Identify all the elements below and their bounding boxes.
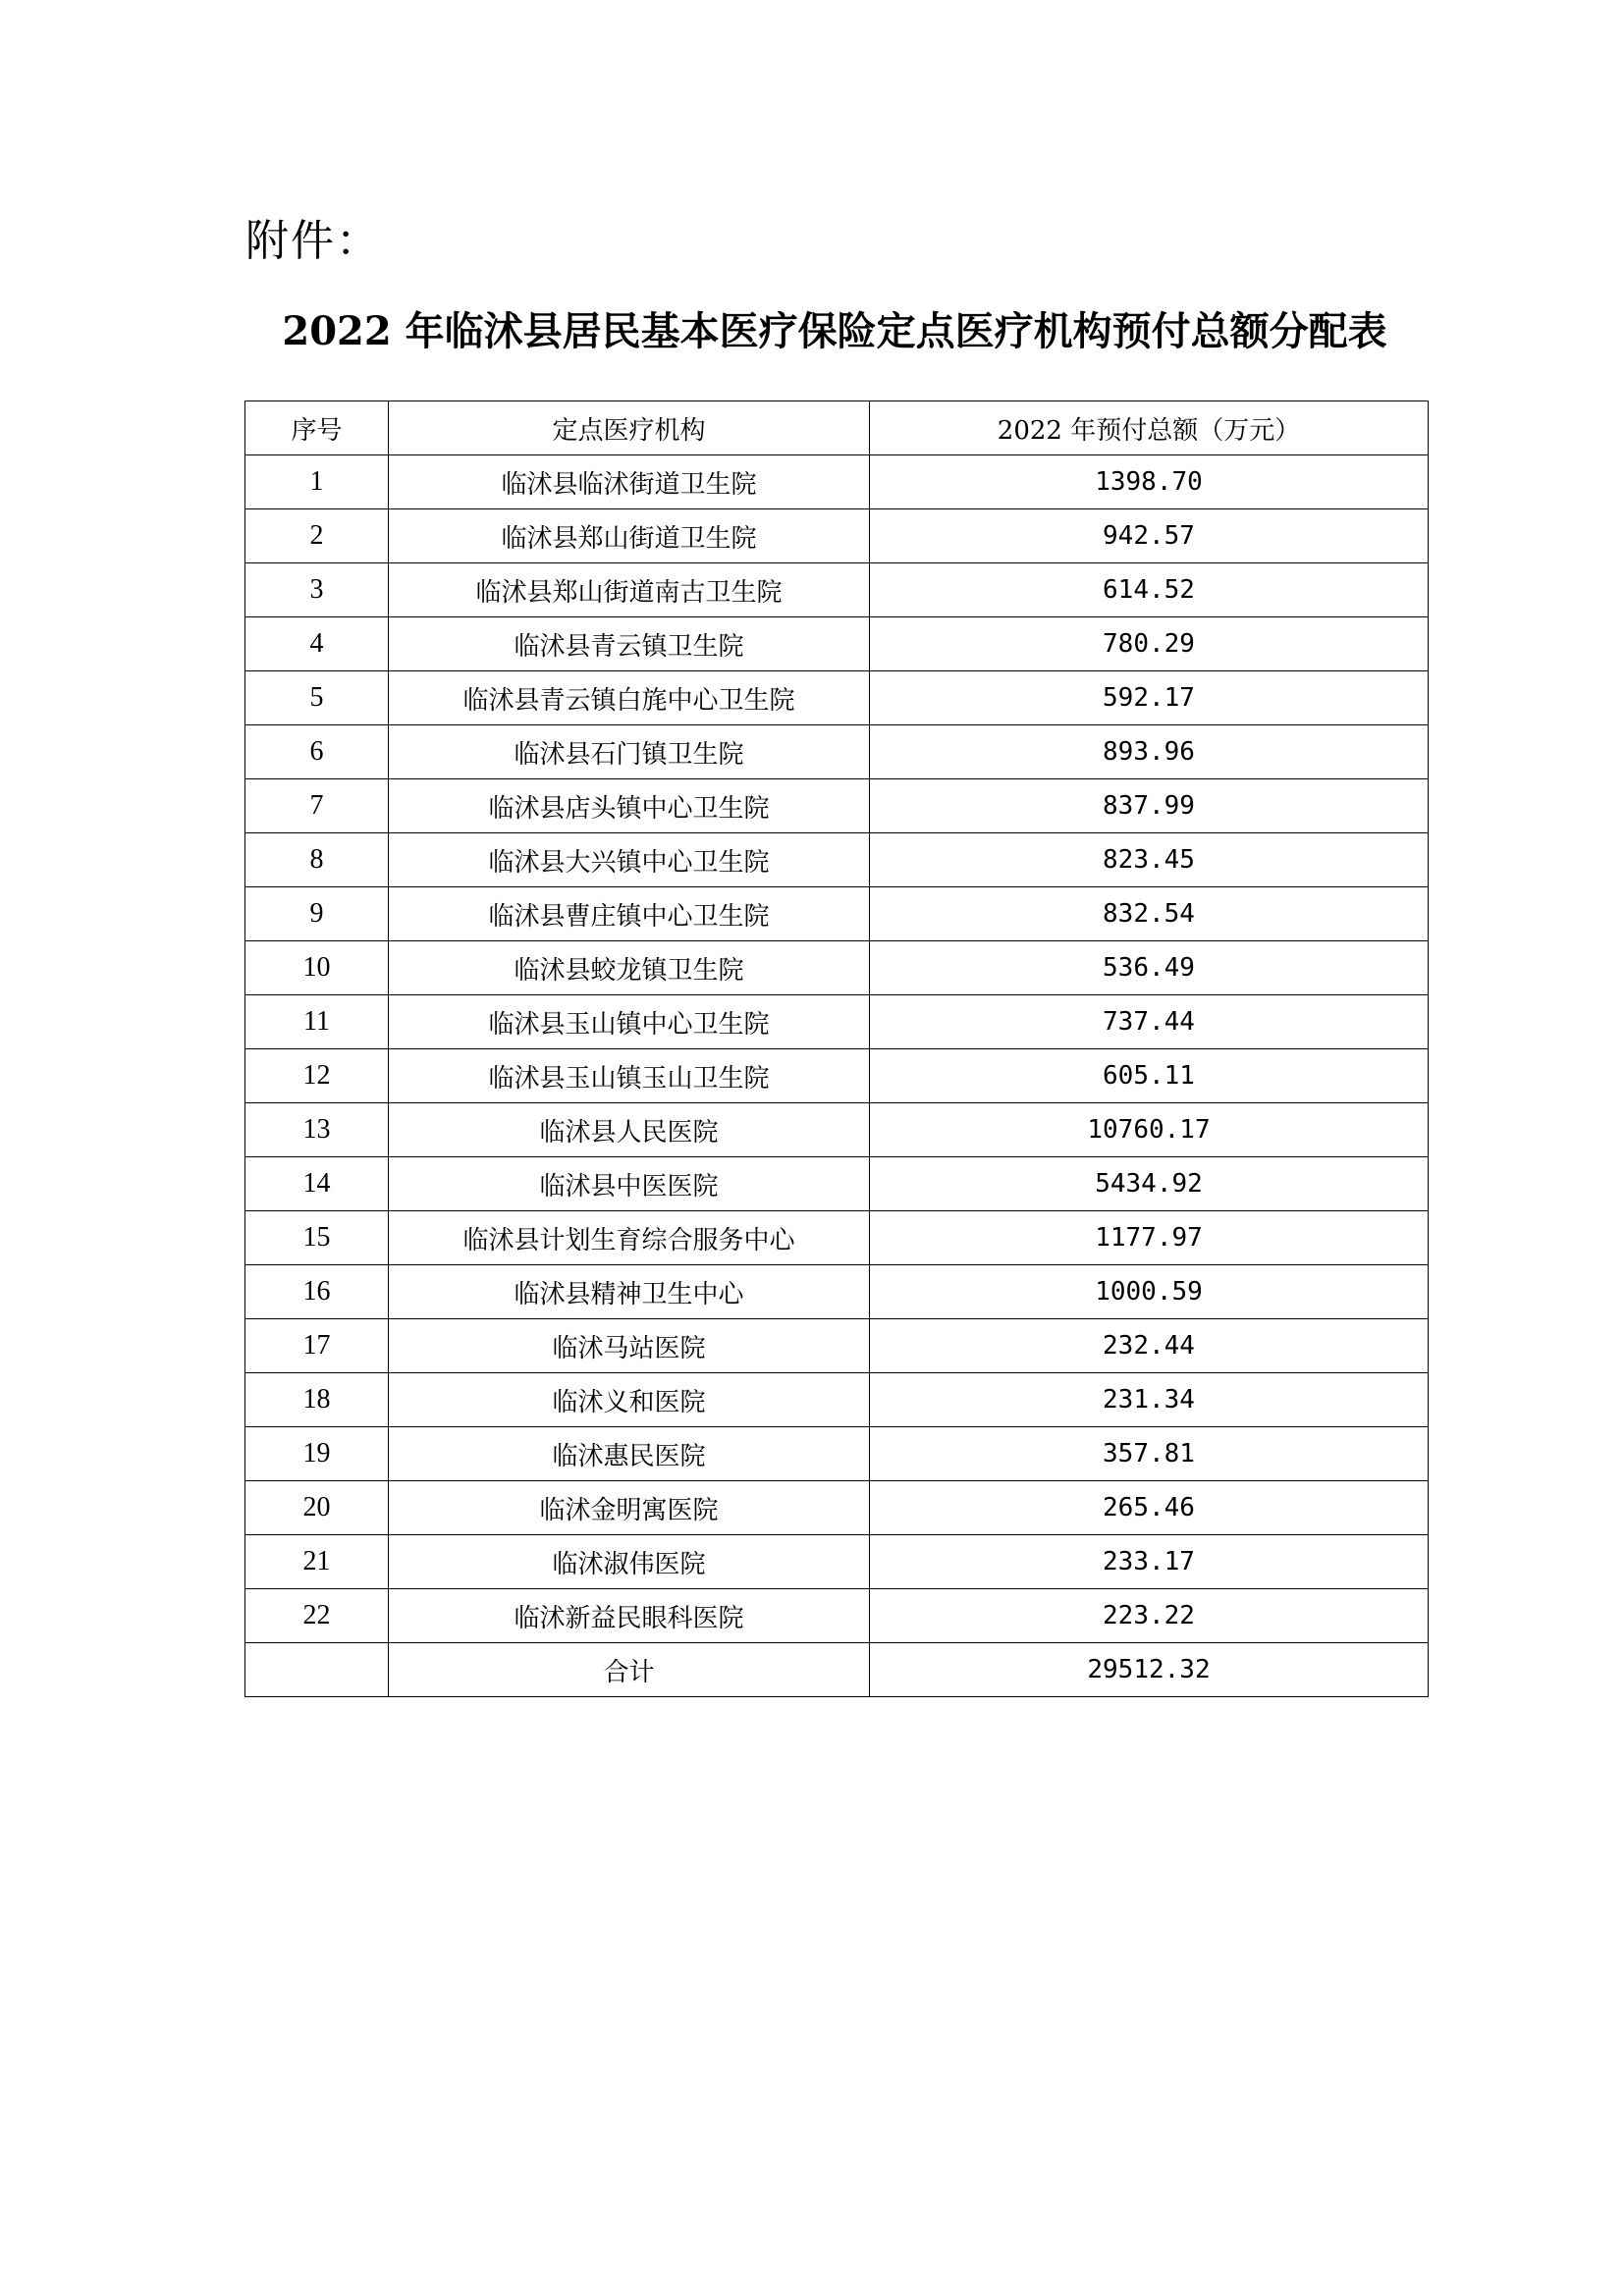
cell-institution-name: 临沭县玉山镇中心卫生院 [389,995,870,1049]
table-row [245,1589,1429,1643]
cell-prepayment-amount: 942.57 [870,509,1429,563]
cell-serial-number: 4 [245,617,389,671]
table-row [245,1103,1429,1157]
table-row [245,509,1429,563]
table-row [245,833,1429,887]
cell-serial-number: 15 [245,1211,389,1265]
table-row [245,1373,1429,1427]
cell-institution-name: 临沭县店头镇中心卫生院 [389,779,870,833]
cell-serial-number: 8 [245,833,389,887]
table-row [245,1265,1429,1319]
cell-serial-number: 14 [245,1157,389,1211]
cell-institution-name: 临沭县大兴镇中心卫生院 [389,833,870,887]
cell-institution-name: 临沭县郑山街道南古卫生院 [389,563,870,617]
cell-serial-number: 17 [245,1319,389,1373]
cell-serial-number: 3 [245,563,389,617]
cell-prepayment-amount: 893.96 [870,725,1429,779]
cell-prepayment-amount: 357.81 [870,1427,1429,1481]
table-row [245,725,1429,779]
cell-prepayment-amount: 823.45 [870,833,1429,887]
cell-serial-number: 19 [245,1427,389,1481]
cell-institution-name: 临沭县中医医院 [389,1157,870,1211]
header-serial-number: 序号 [245,401,389,455]
cell-institution-name: 临沭县曹庄镇中心卫生院 [389,887,870,941]
cell-serial-number: 5 [245,671,389,725]
cell-institution-name: 临沭惠民医院 [389,1427,870,1481]
table-row [245,995,1429,1049]
allocation-table [244,400,1429,1697]
table-row [245,1049,1429,1103]
cell-serial-number: 21 [245,1535,389,1589]
attachment-label: 附件： [245,216,381,266]
table-row [245,563,1429,617]
cell-prepayment-amount: 5434.92 [870,1157,1429,1211]
cell-serial-number: 18 [245,1373,389,1427]
table-row [245,779,1429,833]
cell-institution-name: 临沭马站医院 [389,1319,870,1373]
cell-prepayment-amount: 592.17 [870,671,1429,725]
cell-serial-number: 1 [245,455,389,509]
cell-institution-name: 临沭县青云镇白旄中心卫生院 [389,671,870,725]
cell-institution-name: 临沭县计划生育综合服务中心 [389,1211,870,1265]
cell-serial-number: 12 [245,1049,389,1103]
cell-prepayment-amount: 231.34 [870,1373,1429,1427]
cell-serial-number: 13 [245,1103,389,1157]
cell-serial-number: 6 [245,725,389,779]
cell-prepayment-amount: 780.29 [870,617,1429,671]
table-row [245,671,1429,725]
cell-prepayment-amount: 10760.17 [870,1103,1429,1157]
cell-institution-name: 临沭县人民医院 [389,1103,870,1157]
table-body [245,455,1429,1697]
cell-prepayment-amount: 233.17 [870,1535,1429,1589]
total-amount: 29512.32 [870,1643,1429,1697]
table-row [245,1481,1429,1535]
cell-prepayment-amount: 223.22 [870,1589,1429,1643]
cell-serial-number: 9 [245,887,389,941]
table-row [245,1427,1429,1481]
cell-prepayment-amount: 1000.59 [870,1265,1429,1319]
cell-serial-number: 2 [245,509,389,563]
cell-prepayment-amount: 1398.70 [870,455,1429,509]
cell-institution-name: 临沭县玉山镇玉山卫生院 [389,1049,870,1103]
cell-serial-number: 22 [245,1589,389,1643]
cell-serial-number: 7 [245,779,389,833]
header-prepayment-amount: 2022 年预付总额（万元） [870,401,1429,455]
table-row [245,1157,1429,1211]
cell-serial-number: 11 [245,995,389,1049]
cell-institution-name: 临沭县石门镇卫生院 [389,725,870,779]
cell-prepayment-amount: 832.54 [870,887,1429,941]
cell-institution-name: 临沭县青云镇卫生院 [389,617,870,671]
table-row [245,1211,1429,1265]
header-institution: 定点医疗机构 [389,401,870,455]
total-label: 合计 [389,1643,870,1697]
cell-institution-name: 临沭金明寓医院 [389,1481,870,1535]
cell-institution-name: 临沭新益民眼科医院 [389,1589,870,1643]
cell-serial-number: 10 [245,941,389,995]
table-row [245,1535,1429,1589]
cell-serial-number: 20 [245,1481,389,1535]
cell-prepayment-amount: 837.99 [870,779,1429,833]
total-serial-number [245,1643,389,1697]
cell-serial-number: 16 [245,1265,389,1319]
cell-prepayment-amount: 1177.97 [870,1211,1429,1265]
cell-prepayment-amount: 265.46 [870,1481,1429,1535]
cell-prepayment-amount: 605.11 [870,1049,1429,1103]
cell-institution-name: 临沭县蛟龙镇卫生院 [389,941,870,995]
table-row [245,1319,1429,1373]
cell-institution-name: 临沭县临沭街道卫生院 [389,455,870,509]
cell-prepayment-amount: 614.52 [870,563,1429,617]
cell-institution-name: 临沭县精神卫生中心 [389,1265,870,1319]
total-row [245,1643,1429,1697]
document-title: 2022 年临沭县居民基本医疗保险定点医疗机构预付总额分配表 [282,308,1387,354]
cell-prepayment-amount: 232.44 [870,1319,1429,1373]
cell-institution-name: 临沭义和医院 [389,1373,870,1427]
table-row [245,887,1429,941]
table-row [245,617,1429,671]
table-header-row [245,401,1429,455]
cell-institution-name: 临沭县郑山街道卫生院 [389,509,870,563]
cell-prepayment-amount: 737.44 [870,995,1429,1049]
table-row [245,941,1429,995]
table-row [245,455,1429,509]
cell-institution-name: 临沭淑伟医院 [389,1535,870,1589]
cell-prepayment-amount: 536.49 [870,941,1429,995]
